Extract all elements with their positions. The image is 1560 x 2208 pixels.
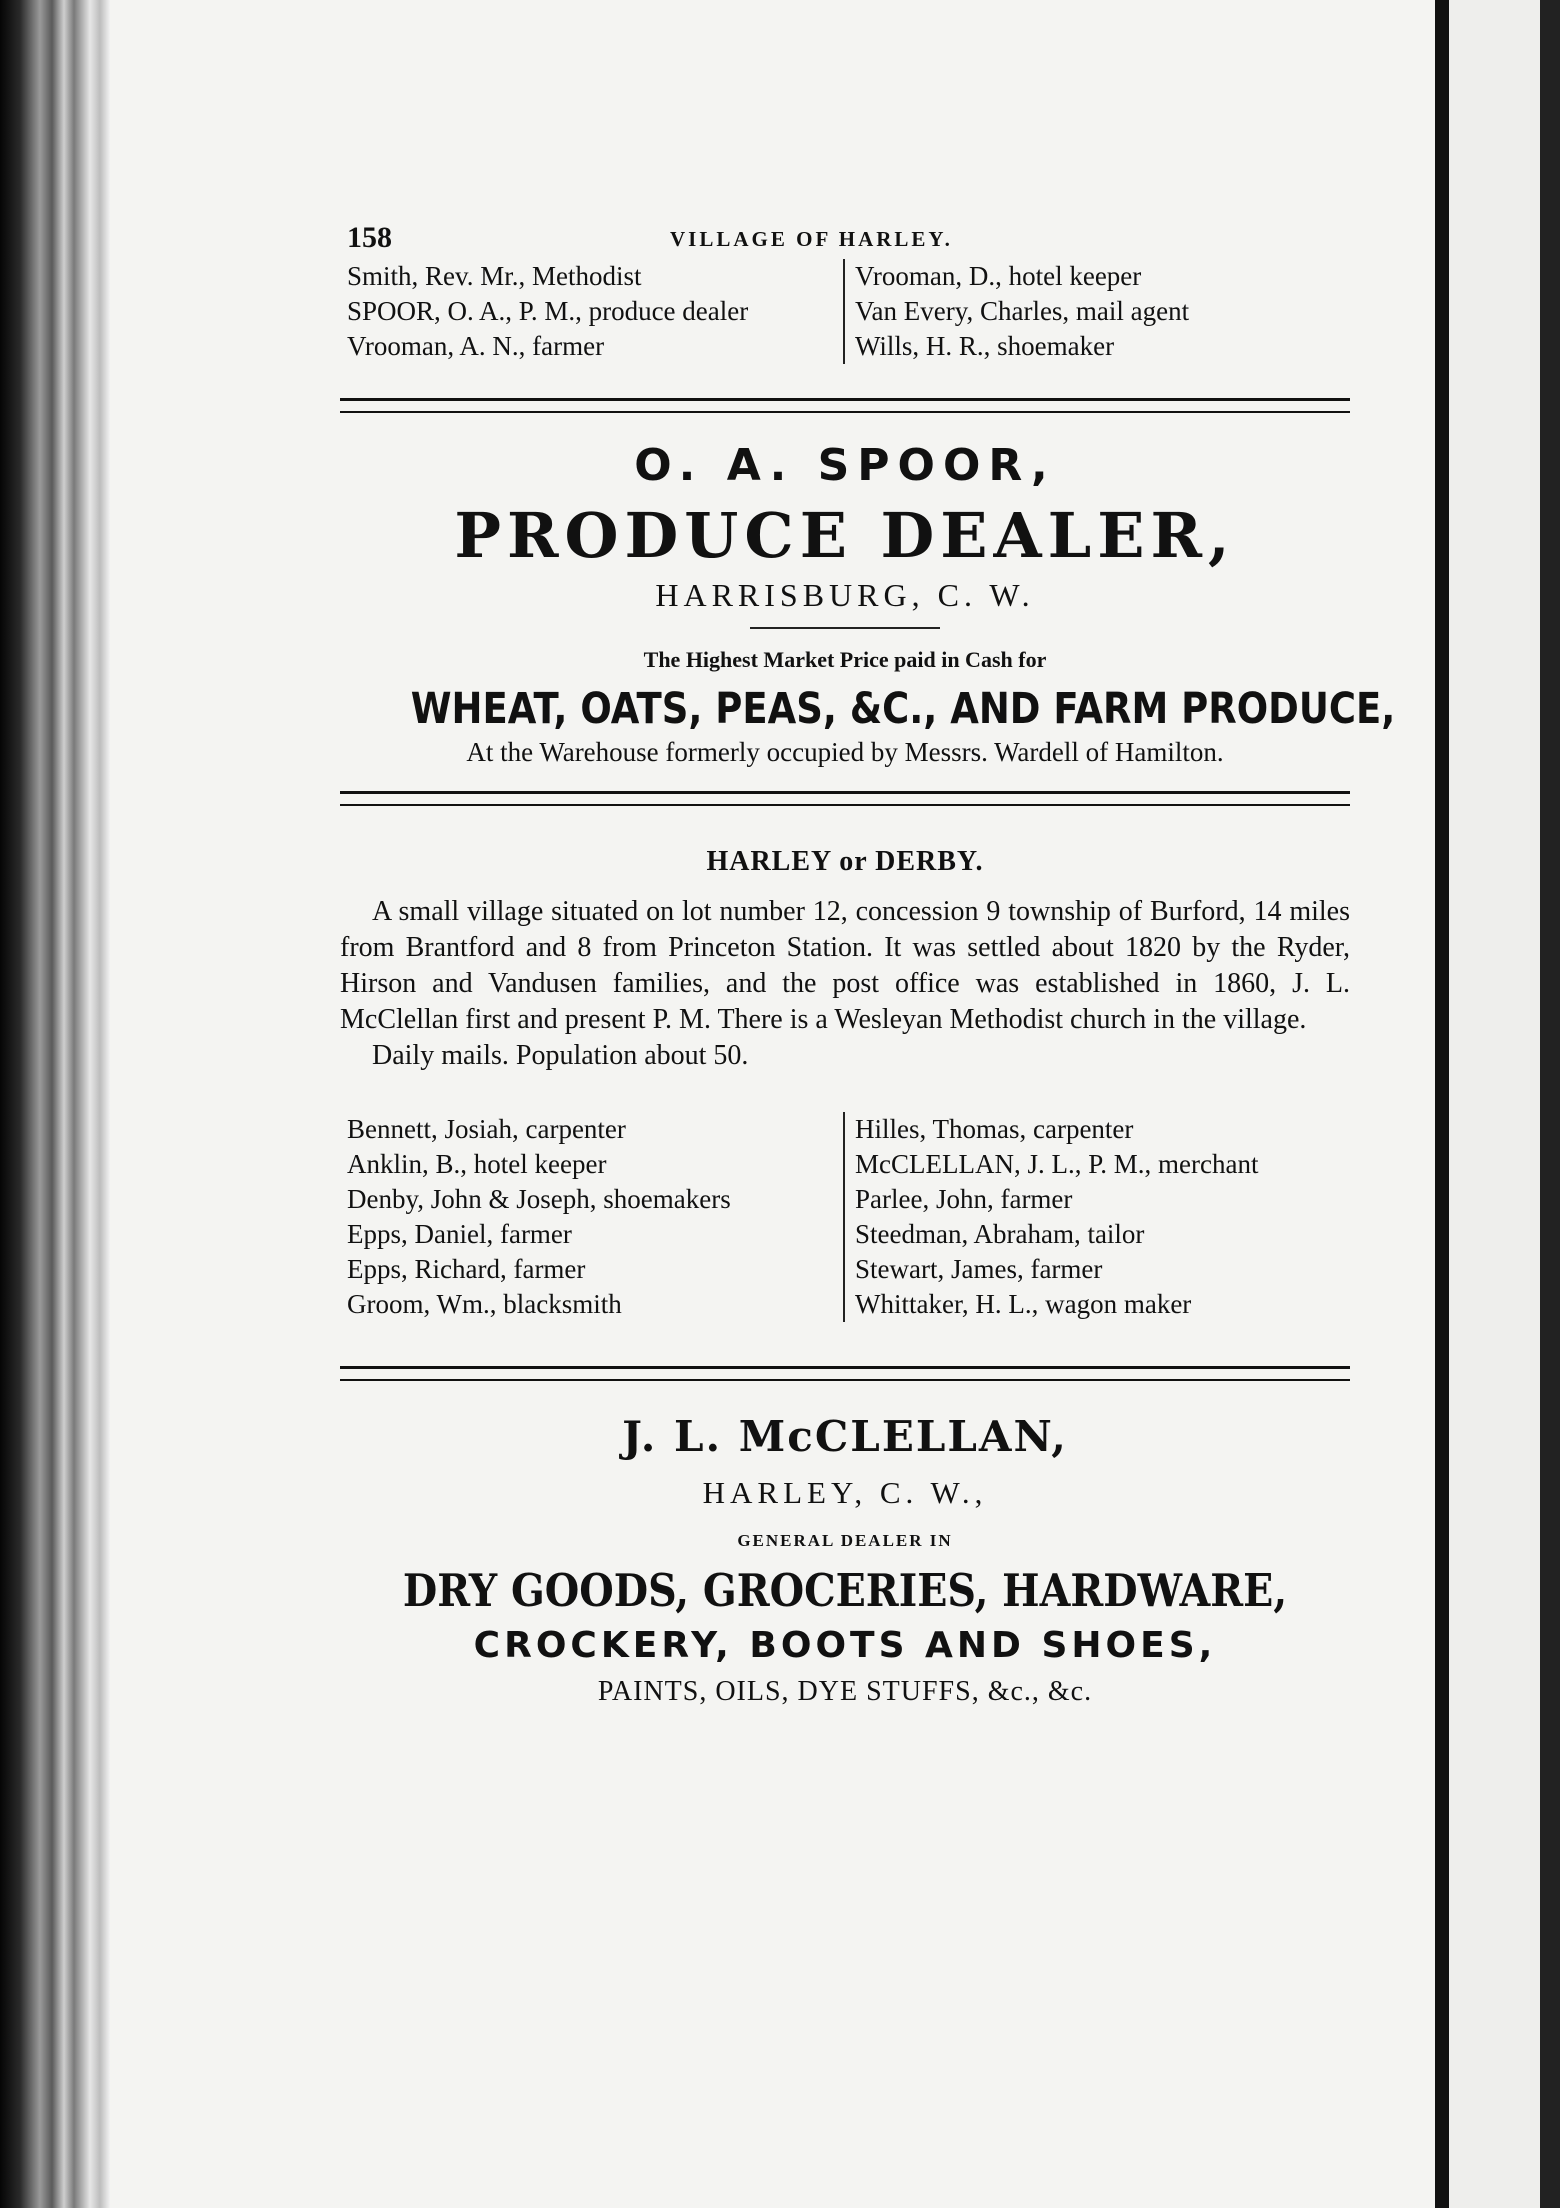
directory-entry: McCLELLAN, J. L., P. M., merchant (855, 1149, 1259, 1179)
short-divider (750, 627, 940, 629)
directory-entry: Van Every, Charles, mail agent (855, 296, 1190, 326)
section-divider (340, 791, 1350, 806)
ad-spoor-name: O. A. SPOOR, (634, 440, 1056, 491)
harley-directory-right (843, 1112, 1350, 1322)
directory-entry: Wills, H. R., shoemaker (855, 331, 1115, 361)
directory-entry: Epps, Richard, farmer (347, 1254, 586, 1284)
directory-entry: Whittaker, H. L., wagon maker (855, 1289, 1192, 1319)
page-number: 158 (347, 221, 392, 254)
page-content (340, 215, 1396, 1711)
directory-entry: Bennett, Josiah, carpenter (347, 1114, 626, 1144)
top-directory-right (843, 259, 1350, 364)
ad-mcclellan-location: HARLEY, C. W., (702, 1475, 988, 1510)
ad-mcclellan-goods-line3: PAINTS, OILS, DYE STUFFS, &c., &c. (597, 1676, 1093, 1707)
page-right-edge (1435, 0, 1449, 2208)
directory-entry: Smith, Rev. Mr., Methodist (347, 261, 642, 291)
directory-entry: Groom, Wm., blacksmith (347, 1289, 622, 1319)
section-paragraph: Daily mails. Population about 50. (372, 1040, 749, 1071)
ad-spoor-tagline: The Highest Market Price paid in Cash for (643, 647, 1047, 672)
harley-directory-left (340, 1112, 843, 1322)
directory-entry: Vrooman, A. N., farmer (347, 331, 605, 361)
running-title: VILLAGE OF HARLEY. (670, 227, 953, 251)
directory-entry: Vrooman, D., hotel keeper (855, 261, 1142, 291)
directory-entry: SPOOR, O. A., P. M., produce dealer (347, 296, 749, 326)
ad-spoor-trade: PRODUCE DEALER, (454, 499, 1236, 572)
section-paragraph: A small village situated on lot number 12, concession 9 township of Burford, 14 miles from Brantford and 8 from Princeton Station. It was settled about 1820 by the Ryder, Hirson and Vandusen families, and the post office was established in 1860, J. L. McClellan first and present P. M. There is a Wesleyan Methodist church in the village. (340, 896, 1350, 1035)
directory-entry: Hilles, Thomas, carpenter (855, 1114, 1134, 1144)
book-binding-edge (0, 0, 110, 2208)
ad-mcclellan-tagline: GENERAL DEALER IN (737, 1531, 953, 1550)
ad-spoor-address: At the Warehouse formerly occupied by Messrs. Wardell of Hamilton. (466, 737, 1224, 767)
directory-entry: Denby, John & Joseph, shoemakers (347, 1184, 731, 1214)
section-heading: HARLEY or DERBY. (706, 846, 984, 877)
harley-directory (340, 1112, 1350, 1322)
advertisement-spoor (340, 440, 1396, 769)
directory-entry: Anklin, B., hotel keeper (347, 1149, 607, 1179)
ad-mcclellan-goods-line1: DRY GOODS, GROCERIES, HARDWARE, (402, 1564, 1288, 1617)
top-directory (340, 259, 1350, 364)
running-head (340, 215, 1350, 255)
section-divider (340, 398, 1350, 413)
advertisement-mcclellan (340, 1411, 1350, 1711)
directory-entry: Parlee, John, farmer (855, 1184, 1073, 1214)
harley-section (340, 842, 1350, 1074)
directory-entry: Steedman, Abraham, tailor (855, 1219, 1145, 1249)
ad-mcclellan-name: J. L. McCLELLAN, (622, 1412, 1068, 1461)
ad-spoor-location: HARRISBURG, C. W. (655, 577, 1035, 613)
ad-mcclellan-goods-line2: CROCKERY, BOOTS AND SHOES, (473, 1625, 1217, 1666)
directory-entry: Epps, Daniel, farmer (347, 1219, 572, 1249)
ad-spoor-goods: WHEAT, OATS, PEAS, &C., AND FARM PRODUCE, (410, 684, 1396, 734)
top-directory-left (340, 259, 843, 364)
directory-entry: Stewart, James, farmer (855, 1254, 1103, 1284)
adjacent-page-edge (1540, 0, 1560, 2208)
section-divider (340, 1366, 1350, 1381)
